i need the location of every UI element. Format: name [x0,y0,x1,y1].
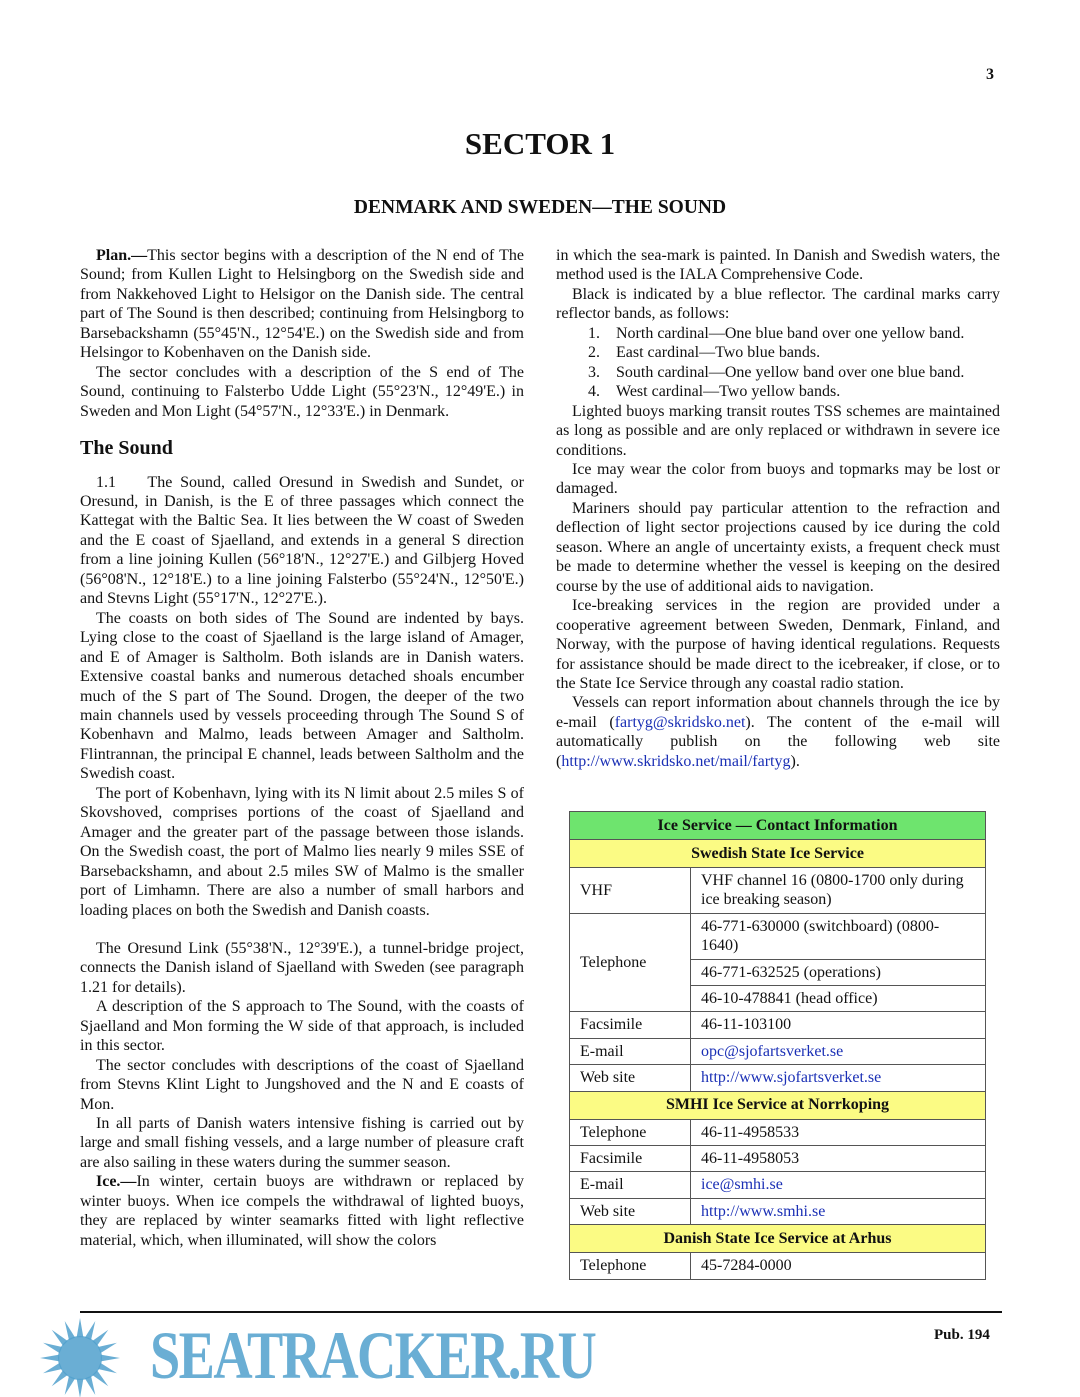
row-value: 46-771-630000 (switchboard) (0800-1640) [691,913,986,959]
list-number: 1. [588,324,600,342]
paragraph: In all parts of Danish waters intensive fishing is carried out by large and small fishing vessels, and a large number of pleasure craft are also sailing in these waters during the summer season. [80,1115,524,1171]
list-text: East cardinal—Two blue bands. [616,344,821,362]
ice-paragraph [80,1172,524,1250]
email-link[interactable]: opc@sjofartsverket.se [701,1042,844,1060]
paragraph: Ice-breaking services in the region are provided under a cooperative agreement between Sweden, Denmark, Finland, and Norway, with the purpose of having identical regulations. Requests for assistance should be made direct to the icebreaker, if close, or to the State Ice Service through any coastal radio station. [556,597,1000,692]
table-row [570,1172,986,1198]
section-heading: SMHI Ice Service at Norrkoping [570,1091,986,1119]
sun-ray [92,1330,108,1346]
paragraph: The coasts on both sides of The Sound are indented by bays. Lying close to the coast of Sjaelland is the large island of Amager, and E of Amager is Saltholm. Both islands are in Danish waters. Extensive coastal banks and numerous detached shoals encumber much of the S part of The Sound. Drogen, the deeper of the two main channels used by vessels proceeding through The Sound S of Kobenhavn and Malmo, leads between Amager and Saltholm. Flintrannan, the principal E channel, leads between Saltholm and the Swedish coast. [80,609,524,783]
left-column [80,246,524,1250]
row-value: 46-11-103100 [691,1012,986,1038]
web-link[interactable]: http://www.smhi.se [701,1202,826,1220]
table-title-row [570,812,986,840]
paragraph-number: 1.1 [96,473,116,491]
paragraph: The port of Kobenhavn, lying with its N limit about 2.5 miles S of Skovshoved, comprises portions of the coast of Sjaelland and Amager and the greater part of the passage between those islands. On the Swedish coast, the port of Malmo lies nearly 9 miles SSE of Barsebackshamn, and about 2.5 miles SW of Malmo is the smaller port of Limhamn. There are also a number of small harbors and loading places on both the Swedish and Danish coasts. [80,784,524,919]
table-row [570,913,986,959]
row-label: Telephone [570,1253,691,1279]
row-value: 45-7284-0000 [691,1253,986,1279]
row-label: Facsimile [570,1146,691,1172]
paragraph-text: Vessels can report information about channels through the ice by e-mail ( [556,694,1000,731]
plan-text: This sector begins with a description of the N end of The Sound; from Kullen Light to Helsingborg on the Swedish side and from Nakkehoved Light to Helsigor on the Danish side. The central part of The Sound is then described; continuing from Helsingborg to Barsebackshamn (55°45'N., 12°54'E.) on the Swedish side and from Helsingor to Kobenhaven on the Danish side. [80,247,524,362]
watermark [0,1316,920,1397]
row-value [691,1198,986,1224]
list-item [556,382,1000,401]
paragraph: Ice may wear the color from buoys and topmarks may be lost or damaged. [556,460,1000,498]
paragraph: Mariners should pay particular attention to the refraction and deflection of light sector projections caused by ice during the cold season. Where an angle of uncertainty exists, a frequent check must be made to determine whether the vessel is keeping on the desired course by the use of additional aids to navigation. [556,499,1000,595]
sun-ray [98,1343,117,1353]
table-row [570,1146,986,1172]
ice-text: In winter, certain buoys are withdrawn or replaced by winter buoys. When ice compels the withdrawal of lighted buoys, they are replaced by winter seamarks fitted with light reflective material, which, when illuminated, will show the colors [80,1173,524,1249]
table-row [570,1253,986,1279]
table-row [570,1119,986,1145]
paragraph-text: The Sound, called Oresund in Swedish and Sundet, or Oresund, in Danish, is the E of three passages which connect the Kattegat with the Baltic Sea. It lies between the W coast of Sweden and the E coast of Sjaelland, and extends in a general S direction from a line joining Kullen (56°18'N., 12°27'E.) and Gilbjerg Hoved (56°08'N., 12°18'E.) to a line joining Falsterbo (55°24'N., 12°50'E.) and Stevns Light (55°17'N., 12°27'E.). [80,473,524,608]
paragraph: The Oresund Link (55°38'N., 12°39'E.), a tunnel-bridge project, connects the Danish island of Sjaelland with Sweden (see paragraph 1.21 for details). [80,939,524,996]
sunburst-icon [0,1316,140,1397]
web-link[interactable]: http://www.skridsko.net/mail/fartyg [561,752,791,770]
list-number: 3. [588,363,600,381]
ice-service-table [569,811,986,1280]
table-row [570,1065,986,1091]
row-value: 46-11-4958053 [691,1146,986,1172]
plan-paragraph [80,246,524,363]
list-item [556,324,1000,343]
row-value: 46-771-632525 (operations) [691,959,986,985]
plan-lead: Plan.— [96,247,148,264]
sun-ray [52,1330,68,1346]
row-value: 46-10-478841 (head office) [691,986,986,1012]
table-section-row [570,1091,986,1119]
paragraph: A description of the S approach to The Sound, with the coasts of Sjaelland and Mon forming the W side of that approach, is included in this sector. [80,998,524,1055]
list-text: North cardinal—One blue band over one yellow band. [616,324,965,342]
row-label: Web site [570,1198,691,1224]
paragraph [556,693,1000,771]
paragraph: in which the sea-mark is painted. In Danish and Swedish waters, the method used is the IALA Comprehensive Code. [556,247,1000,284]
table-title: Ice Service — Contact Information [570,812,986,840]
paragraph: Lighted buoys marking transit routes TSS schemes are maintained as long as possible and are only replaced or withdrawn in severe ice conditions. [556,402,1000,459]
list-item [556,343,1000,362]
row-label: Telephone [570,1119,691,1145]
right-column [556,246,1000,771]
sun-ray [98,1363,117,1373]
list-number: 2. [588,344,600,362]
row-label: VHF [570,868,691,914]
paragraph-text: ). The content of the e-mail will automatically publish on the following web site ( [556,713,1000,770]
table-row [570,1198,986,1224]
paragraph-1-1 [80,473,524,609]
table-row [570,1038,986,1064]
row-value [691,1038,986,1064]
list-text: West cardinal—Two yellow bands. [616,383,841,401]
paragraph: Black is indicated by a blue reflector. The cardinal marks carry reflector bands, as follows: [556,285,1000,323]
section-heading: Swedish State Ice Service [570,840,986,868]
table-section-row [570,1225,986,1253]
list-item [556,363,1000,382]
web-link[interactable]: http://www.sjofartsverket.se [701,1069,882,1087]
sun-ray [43,1363,62,1373]
ice-lead: Ice.— [96,1173,137,1191]
watermark-text: SEATRACKER.RU [150,1317,596,1393]
row-value [691,1065,986,1091]
publication-label: Pub. 194 [934,1327,990,1343]
sun-ray [77,1318,84,1337]
sun-ray [40,1355,59,1362]
row-value: 46-11-4958533 [691,1119,986,1145]
page-subtitle: DENMARK AND SWEDEN—THE SOUND [353,197,727,218]
paragraph-text: ). [790,752,800,770]
sun-ray [77,1379,84,1397]
paragraph: The sector concludes with descriptions of the coast of Sjaelland from Stevns Klint Light to Jungshoved and the N and E coasts of Mon. [80,1056,524,1113]
email-link[interactable]: ice@smhi.se [701,1176,783,1194]
sun-ray [65,1321,75,1340]
sun-ray [85,1376,95,1395]
section-heading: Danish State Ice Service at Arhus [570,1225,986,1253]
sun-ray [85,1321,95,1340]
row-value [691,1172,986,1198]
page-title: SECTOR 1 [464,126,616,161]
list-number: 4. [588,383,600,401]
table-section-row [570,840,986,868]
row-value: VHF channel 16 (0800-1700 only during ice breaking season) [691,868,986,914]
sun-ray [101,1355,120,1362]
row-label: Web site [570,1065,691,1091]
row-label: E-mail [570,1172,691,1198]
sun-ray [65,1376,75,1395]
sun-ray [43,1343,62,1353]
paragraph: The sector concludes with a description of the S end of The Sound, continuing to Falsterbo Udde Light (55°23'N., 12°49'E.) in Sweden and Mon Light (54°57'N., 12°33'E.) in Denmark. [80,363,524,420]
row-label: E-mail [570,1038,691,1064]
sun-ray [92,1370,108,1386]
row-label: Facsimile [570,1012,691,1038]
sun-ray [52,1370,68,1386]
page-number: 3 [986,66,994,83]
cardinal-list [556,324,1000,402]
table-row [570,1012,986,1038]
row-label: Telephone [570,913,691,1012]
footer-rule [80,1311,1002,1313]
list-text: South cardinal—One yellow band over one blue band. [616,363,965,381]
section-heading: The Sound [80,437,173,460]
table-row [570,868,986,914]
email-link[interactable]: fartyg@skridsko.net [614,713,746,731]
